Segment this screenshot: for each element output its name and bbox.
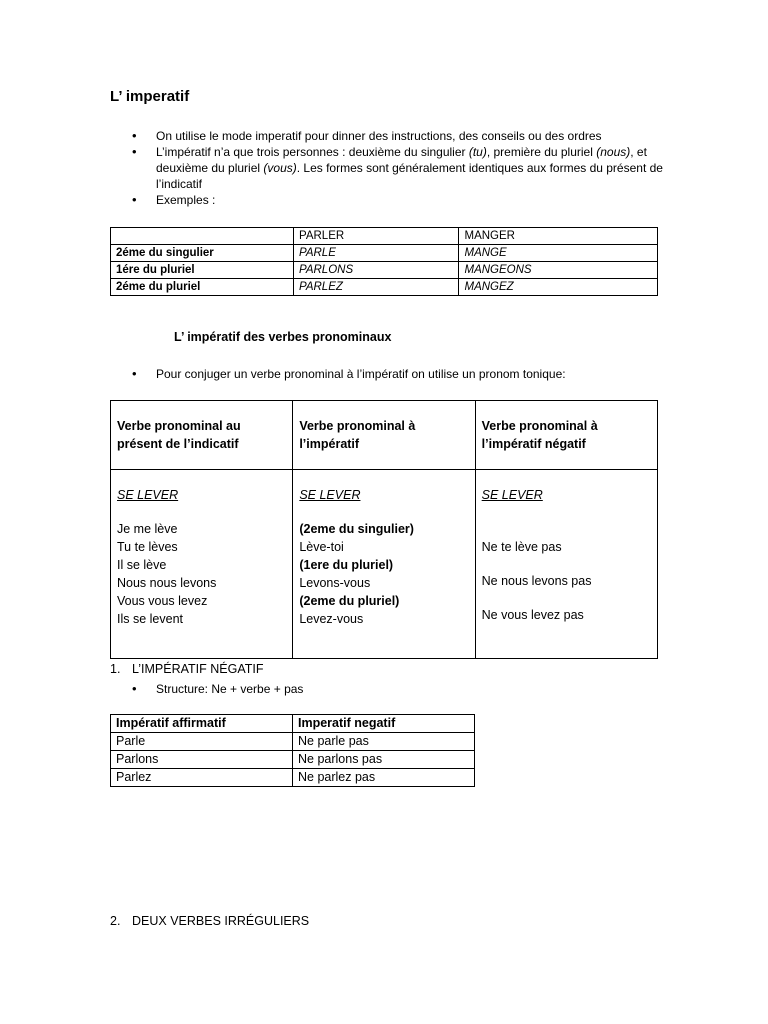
table-header-cell: Imperatif negatif — [293, 715, 475, 733]
table-header-row — [111, 228, 658, 245]
table-cell: Ne parle pas — [293, 733, 475, 751]
conjugation-line: Ils se levent — [117, 612, 184, 626]
table-cell: PARLEZ — [294, 279, 459, 296]
table-cell: Ne parlez pas — [293, 769, 475, 787]
verb-label: SE LEVER — [117, 488, 179, 502]
bullet-item: • L’impératif n’a que trois personnes : deuxième du singulier (tu), première du pluriel (nous), et deuxième du pluriel (vous). Les formes sont généralement identiques aux formes du présent de l’indicatif — [110, 144, 670, 192]
conjugation-line: Levons-vous — [299, 576, 371, 590]
table-header-row — [111, 715, 475, 733]
table-header-row — [111, 401, 658, 470]
table-cell: PARLE — [294, 245, 459, 262]
table-cell-imperatif-negatif — [475, 470, 657, 659]
page-title: L’ imperatif — [110, 88, 190, 105]
section-heading-negatif — [110, 662, 264, 676]
pronominal-table — [110, 400, 658, 659]
table-header-cell: Verbe pronominal à l’impératif — [293, 401, 475, 470]
conjugation-line: Ne te lève pas — [481, 540, 562, 554]
table-header-cell: PARLER — [294, 228, 459, 245]
table-cell: MANGEONS — [459, 262, 658, 279]
table-row — [111, 751, 475, 769]
conjugation-line: Lève-toi — [299, 540, 344, 554]
intro-bullet-list — [110, 128, 670, 208]
bullet-item: • Pour conjuger un verbe pronominal à l’impératif on utilise un pronom tonique: — [110, 366, 710, 382]
bullet-item: • Exemples : — [110, 192, 670, 208]
conjugation-line: Il se lève — [117, 558, 167, 572]
conjugation-table — [110, 227, 658, 296]
table-row — [111, 470, 658, 659]
table-header-cell: Verbe pronominal à l’impératif négatif — [475, 401, 657, 470]
conjugation-line: Ne vous levez pas — [481, 608, 584, 622]
table-row — [111, 262, 658, 279]
person-label: (2eme du singulier) — [299, 522, 414, 536]
conjugation-line: Vous vous levez — [117, 594, 208, 608]
table-cell: Parlons — [111, 751, 293, 769]
conjugation-line: Ne nous levons pas — [481, 574, 592, 588]
table-cell-indicatif — [111, 470, 293, 659]
table-cell: 2éme du pluriel — [111, 279, 294, 296]
table-cell: 1ére du pluriel — [111, 262, 294, 279]
table-cell-imperatif — [293, 470, 475, 659]
verb-label: SE LEVER — [481, 488, 543, 502]
person-label: (2eme du pluriel) — [299, 594, 400, 608]
section-title: DEUX VERBES IRRÉGULIERS — [132, 914, 310, 928]
conjugation-line: Levez-vous — [299, 612, 364, 626]
table-cell: MANGEZ — [459, 279, 658, 296]
section-number: 2. — [110, 914, 121, 928]
conjugation-line: Je me lève — [117, 522, 178, 536]
table-row — [111, 245, 658, 262]
table-row — [111, 279, 658, 296]
table-row — [111, 769, 475, 787]
table-header-cell: Verbe pronominal au présent de l’indicatif — [111, 401, 293, 470]
section-number: 1. — [110, 662, 121, 676]
table-cell: MANGE — [459, 245, 658, 262]
table-header-cell — [111, 228, 294, 245]
conjugation-line: Tu te lèves — [117, 540, 178, 554]
verb-label: SE LEVER — [299, 488, 361, 502]
conjugation-line: Nous nous levons — [117, 576, 217, 590]
table-header-cell: MANGER — [459, 228, 658, 245]
section-title: L’IMPÉRATIF NÉGATIF — [132, 662, 264, 676]
table-cell: Parle — [111, 733, 293, 751]
table-cell: 2éme du singulier — [111, 245, 294, 262]
negative-table — [110, 714, 475, 787]
section-heading-irreguliers — [110, 914, 309, 928]
bullet-item: • Structure: Ne + verbe + pas — [110, 681, 610, 697]
person-label: (1ere du pluriel) — [299, 558, 394, 572]
table-cell: Ne parlons pas — [293, 751, 475, 769]
table-row — [111, 733, 475, 751]
bullet-item: • On utilise le mode imperatif pour dinner des instructions, des conseils ou des ordres — [110, 128, 670, 144]
structure-bullet-list — [110, 681, 610, 697]
pronominal-bullet-list — [110, 366, 710, 382]
table-cell: Parlez — [111, 769, 293, 787]
table-header-cell: Impératif affirmatif — [111, 715, 293, 733]
section-heading-pronominaux: L’ impératif des verbes pronominaux — [174, 330, 392, 344]
table-cell: PARLONS — [294, 262, 459, 279]
